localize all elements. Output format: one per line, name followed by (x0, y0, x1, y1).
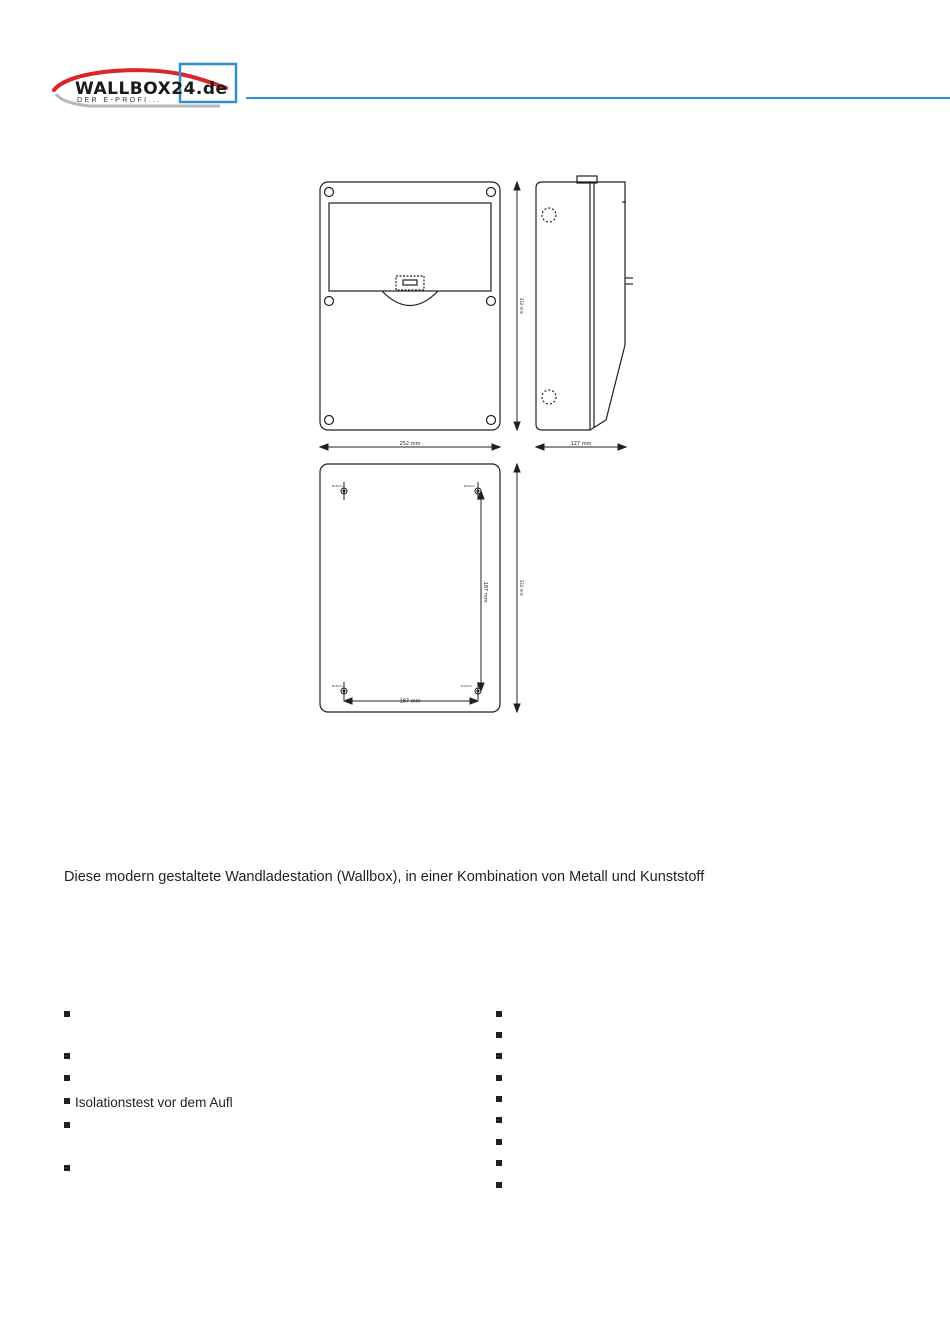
front-height-label: 332 mm (519, 297, 524, 315)
list-item (64, 1094, 233, 1112)
bullet-square-icon (64, 1122, 70, 1128)
list-item (496, 1178, 507, 1196)
bullet-square-icon (496, 1032, 502, 1038)
list-item (496, 1135, 507, 1153)
list-item (496, 1071, 507, 1089)
back-inner-width-label: 187 mm (399, 698, 421, 705)
logo-tagline: DER E-PROFI... (77, 97, 162, 104)
back-height-label: 332 mm (519, 579, 524, 597)
bullet-square-icon (64, 1165, 70, 1171)
hole-label-br: Ø 6mm (461, 684, 473, 688)
side-view (536, 176, 633, 430)
bullet-square-icon (64, 1098, 70, 1104)
list-item (496, 1028, 507, 1046)
bullet-square-icon (64, 1075, 70, 1081)
bullet-square-icon (496, 1182, 502, 1188)
bullet-square-icon (496, 1117, 502, 1123)
bullet-square-icon (496, 1011, 502, 1017)
dimension-drawing (300, 170, 640, 720)
hole-label-tl: Ø 6mm (332, 484, 344, 488)
header-divider (246, 97, 950, 99)
hole-label-tr: Ø 6mm (464, 484, 476, 488)
front-width-label: 252 mm (399, 441, 421, 447)
hole-label-bl: Ø 6mm (332, 684, 344, 688)
intro-paragraph: Diese modern gestaltete Wandladestation (Wallbox), in einer Kombination von Metall und Kunststoff (64, 869, 705, 885)
list-item (64, 1118, 75, 1136)
bullet-square-icon (496, 1053, 502, 1059)
bullet-square-icon (496, 1075, 502, 1081)
bullet-square-icon (496, 1096, 502, 1102)
back-view (320, 464, 500, 712)
list-item (64, 1049, 75, 1067)
bullet-square-icon (496, 1139, 502, 1145)
bullet-square-icon (64, 1053, 70, 1059)
list-item (64, 1007, 75, 1025)
list-item (496, 1049, 507, 1067)
list-item (496, 1156, 507, 1174)
list-item (496, 1007, 507, 1025)
side-depth-label: 127 mm (570, 441, 592, 447)
list-item (64, 1161, 75, 1179)
bullet-square-icon (64, 1011, 70, 1017)
list-item (496, 1092, 507, 1110)
list-item (496, 1113, 507, 1131)
logo-text: WALLBOX24.de (75, 79, 228, 99)
back-inner-height-label: 187 mm (482, 581, 488, 603)
list-item (64, 1071, 75, 1089)
front-view (320, 182, 500, 430)
bullet-square-icon (496, 1160, 502, 1166)
brand-logo (50, 60, 250, 112)
list-item-text: Isolationstest vor dem Aufl (75, 1095, 233, 1110)
